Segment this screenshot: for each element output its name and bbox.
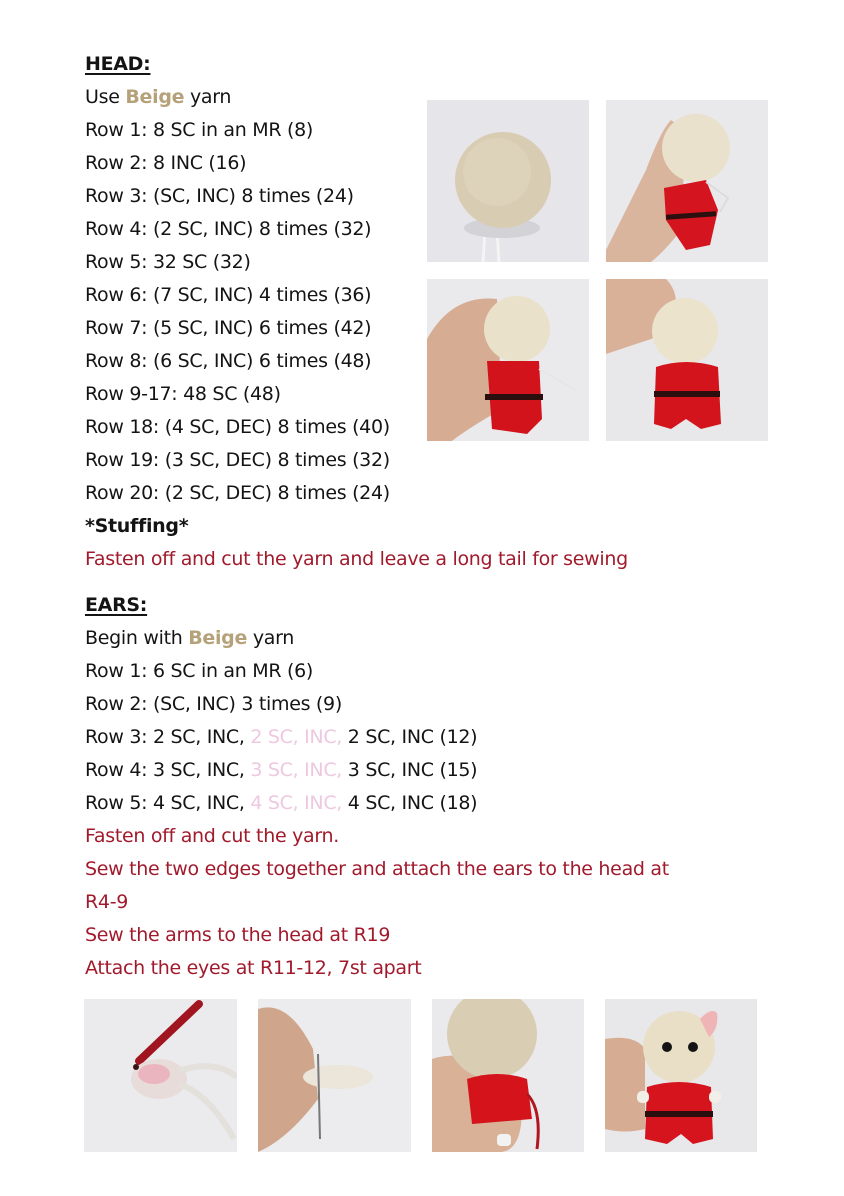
ears-heading: EARS: — [85, 594, 148, 616]
ears-photo-2 — [258, 999, 411, 1152]
ears-row-2: Row 2: (SC, INC) 3 times (9) — [85, 693, 342, 715]
ears-photo-4 — [605, 999, 757, 1152]
ears-yarn-line — [85, 626, 294, 650]
head-row-8: Row 8: (6 SC, INC) 6 times (48) — [85, 350, 372, 372]
doll-back-image — [606, 279, 768, 441]
head-row-3: Row 3: (SC, INC) 8 times (24) — [85, 185, 354, 207]
ears-row-5 — [85, 791, 477, 815]
head-photo-2 — [606, 100, 768, 262]
head-row-5: Row 5: 32 SC (32) — [85, 251, 251, 273]
ears-note-rows: R4-9 — [85, 891, 129, 913]
yarn-prefix: Begin with — [85, 627, 189, 649]
head-photo-4 — [606, 279, 768, 441]
stuffing-note: *Stuffing* — [85, 515, 189, 537]
ears-note-fasten: Fasten off and cut the yarn. — [85, 825, 340, 847]
ears-photo-3 — [432, 999, 584, 1152]
pink-yarn-stitches: 2 SC, INC, — [250, 726, 343, 748]
head-photo-3 — [427, 279, 589, 441]
row-text: 4 SC, INC (18) — [342, 792, 478, 814]
doll-side-image — [606, 100, 768, 262]
pink-yarn-stitches: 3 SC, INC, — [250, 759, 343, 781]
head-heading: HEAD: — [85, 53, 151, 75]
head-row-20: Row 20: (2 SC, DEC) 8 times (24) — [85, 482, 390, 504]
head-row-19: Row 19: (3 SC, DEC) 8 times (32) — [85, 449, 390, 471]
ears-note-sew-edges: Sew the two edges together and attach the ears to the head at — [85, 858, 669, 880]
sewing-ear-image — [258, 999, 411, 1152]
head-row-18: Row 18: (4 SC, DEC) 8 times (40) — [85, 416, 390, 438]
head-row-6: Row 6: (7 SC, INC) 4 times (36) — [85, 284, 372, 306]
row-text: Row 4: 3 SC, INC, — [85, 759, 251, 781]
beige-ball-image — [427, 100, 589, 262]
ears-row-3 — [85, 725, 477, 749]
head-row-4: Row 4: (2 SC, INC) 8 times (32) — [85, 218, 372, 240]
head-photo-1 — [427, 100, 589, 262]
head-row-1: Row 1: 8 SC in an MR (8) — [85, 119, 314, 141]
head-row-9-17: Row 9-17: 48 SC (48) — [85, 383, 281, 405]
row-text: 3 SC, INC (15) — [342, 759, 478, 781]
ears-note-arms: Sew the arms to the head at R19 — [85, 924, 391, 946]
yarn-prefix: Use — [85, 86, 126, 108]
ear-on-hook-image — [84, 999, 237, 1152]
head-row-2: Row 2: 8 INC (16) — [85, 152, 247, 174]
row-text: Row 3: 2 SC, INC, — [85, 726, 251, 748]
head-row-7: Row 7: (5 SC, INC) 6 times (42) — [85, 317, 372, 339]
doll-in-hand-image — [427, 279, 589, 441]
yarn-color-beige: Beige — [125, 86, 185, 108]
row-text: 2 SC, INC (12) — [342, 726, 478, 748]
row-text: Row 5: 4 SC, INC, — [85, 792, 251, 814]
ears-photo-1 — [84, 999, 237, 1152]
pink-yarn-stitches: 4 SC, INC, — [250, 792, 343, 814]
ears-row-4 — [85, 758, 477, 782]
ears-row-1: Row 1: 6 SC in an MR (6) — [85, 660, 314, 682]
yarn-color-beige: Beige — [188, 627, 248, 649]
sewing-arms-image — [432, 999, 584, 1152]
finished-doll-image — [605, 999, 757, 1152]
yarn-suffix: yarn — [247, 627, 295, 649]
head-yarn-line — [85, 85, 231, 109]
yarn-suffix: yarn — [184, 86, 232, 108]
ears-note-eyes: Attach the eyes at R11-12, 7st apart — [85, 957, 422, 979]
head-fasten-note: Fasten off and cut the yarn and leave a long tail for sewing — [85, 548, 628, 570]
